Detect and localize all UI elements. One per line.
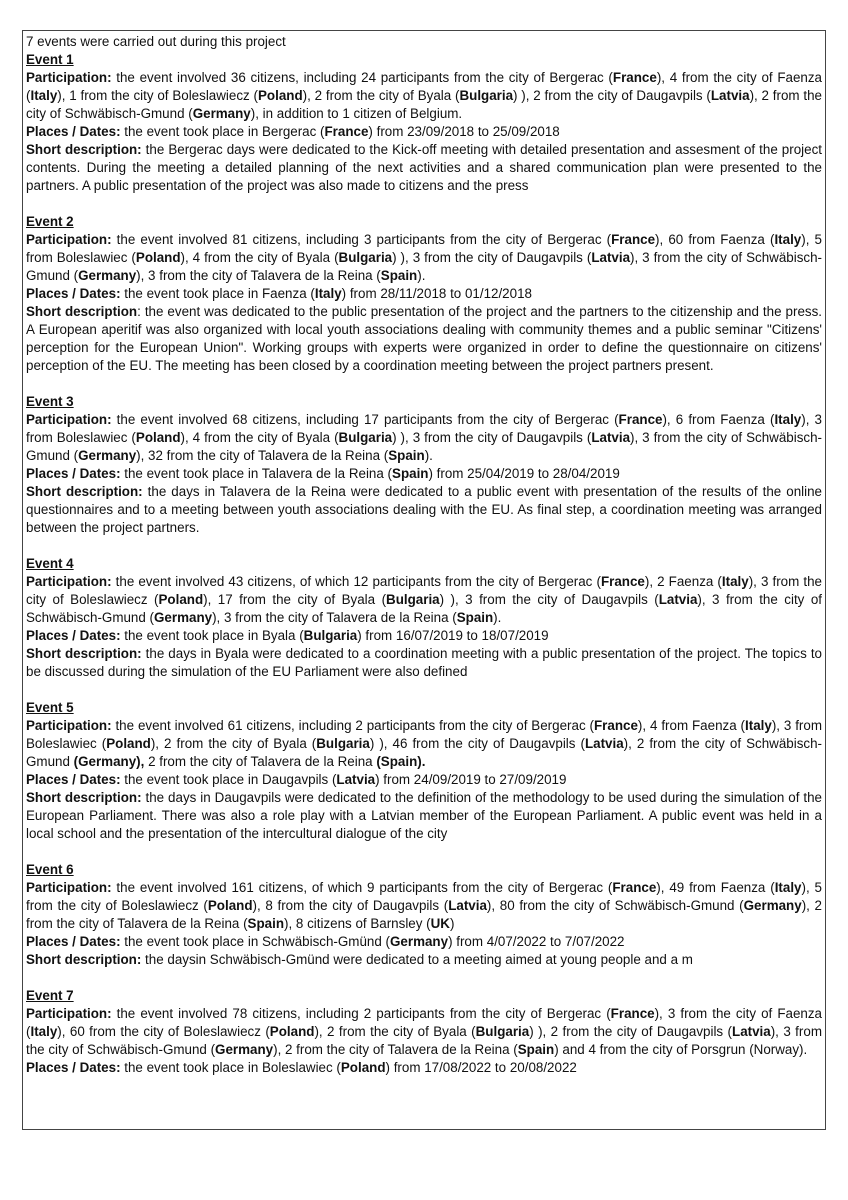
country-name: Germany bbox=[154, 610, 213, 625]
country-name: Italy bbox=[721, 574, 749, 589]
country-name: Italy bbox=[774, 232, 802, 247]
text-segment: ), 8 citizens of Barnsley ( bbox=[284, 916, 431, 931]
country-name: France bbox=[611, 232, 656, 247]
text-segment: ) bbox=[449, 916, 455, 931]
event-title: Event 2 bbox=[26, 214, 74, 229]
short-description-text bbox=[26, 789, 822, 843]
event-block bbox=[26, 51, 822, 195]
text-segment: ) from 16/07/2019 to 18/07/2019 bbox=[357, 628, 549, 643]
text-segment: ), 80 from the city of Schwäbisch-Gmund ( bbox=[486, 898, 744, 913]
places-dates-text bbox=[26, 123, 822, 141]
text-segment: the event involved 68 citizens, including 17 participants from the city of Bergerac ( bbox=[111, 412, 619, 427]
country-name: Germany bbox=[78, 268, 137, 283]
intro-text: 7 events were carried out during this project bbox=[26, 34, 286, 49]
places-dates-text-label: Places / Dates: bbox=[26, 1060, 121, 1075]
text-segment: ), 3 from the city of Schwäbisch-Gmund ( bbox=[26, 250, 823, 283]
short-description-label: Short description: bbox=[26, 790, 142, 805]
participation-text-label: Participation: bbox=[26, 880, 112, 895]
country-name: Germany bbox=[390, 934, 449, 949]
places-dates-text-label: Places / Dates: bbox=[26, 934, 121, 949]
text-segment: ), 6 from Faenza ( bbox=[662, 412, 775, 427]
country-name: Italy bbox=[774, 880, 802, 895]
event-block bbox=[26, 555, 822, 681]
country-name: Germany bbox=[192, 106, 251, 121]
short-description-text bbox=[26, 645, 822, 681]
country-name: Poland bbox=[258, 88, 303, 103]
text-segment: ) from 4/07/2022 to 7/07/2022 bbox=[448, 934, 625, 949]
participation-text-label: Participation: bbox=[26, 412, 112, 427]
country-name: Bulgaria bbox=[303, 628, 358, 643]
short-description-body: the days in Daugavpils were dedicated to the definition of the methodology to be used during the simulation of the European Parliament. There was also a role play with a Latvian member of the European Parliament. A public event was held in a local school and the presentation of the intercultural dialogue of the city bbox=[26, 790, 823, 841]
text-segment: ), 2 from the city of Talavera de la Reina ( bbox=[26, 898, 822, 931]
country-name: Bulgaria bbox=[475, 1024, 530, 1039]
text-segment: ). bbox=[493, 610, 502, 625]
country-name: Spain bbox=[247, 916, 285, 931]
country-name: Poland bbox=[106, 736, 151, 751]
text-segment: the event took place in Talavera de la Reina ( bbox=[120, 466, 393, 481]
short-description-label: Short description: bbox=[26, 484, 143, 499]
country-name: France bbox=[324, 124, 369, 139]
event-title: Event 4 bbox=[26, 556, 74, 571]
country-name: Spain bbox=[456, 610, 494, 625]
text-segment: ), 3 from the city of Schwäbisch-Gmund ( bbox=[26, 592, 822, 625]
country-name: (Spain). bbox=[376, 754, 426, 769]
event-block bbox=[26, 699, 822, 843]
text-segment: ), 2 from the city of Byala ( bbox=[150, 736, 317, 751]
country-name: Poland bbox=[340, 1060, 386, 1075]
country-name: Latvia bbox=[584, 736, 624, 751]
short-description-label: Short description bbox=[26, 304, 138, 319]
text-segment: ), 4 from the city of Byala ( bbox=[180, 430, 339, 445]
document-frame bbox=[22, 30, 826, 1130]
country-name: Poland bbox=[269, 1024, 315, 1039]
text-segment: ) from 28/11/2018 to 01/12/2018 bbox=[341, 286, 532, 301]
text-segment: ), 60 from the city of Boleslawiecz ( bbox=[57, 1024, 270, 1039]
country-name: Poland bbox=[135, 430, 181, 445]
text-segment: ), 3 from the city of Boleslawiecz ( bbox=[26, 574, 822, 607]
text-segment: ), 4 from the city of Byala ( bbox=[180, 250, 339, 265]
country-name: France bbox=[612, 70, 657, 85]
country-name: France bbox=[594, 718, 638, 733]
text-segment: ) ), 3 from the city of Daugavpils ( bbox=[392, 430, 592, 445]
short-description-text bbox=[26, 141, 822, 195]
places-dates-text bbox=[26, 771, 822, 789]
country-name: Italy bbox=[314, 286, 342, 301]
event-block bbox=[26, 861, 822, 969]
text-segment: ), 5 from Boleslawiec ( bbox=[26, 232, 822, 265]
country-name: Latvia bbox=[658, 592, 698, 607]
text-segment: ), 4 from Faenza ( bbox=[637, 718, 746, 733]
country-name: (Germany), bbox=[73, 754, 145, 769]
text-segment: ), 60 from Faenza ( bbox=[655, 232, 775, 247]
text-segment: ) ), 2 from the city of Daugavpils ( bbox=[529, 1024, 733, 1039]
text-segment: the event took place in Bergerac ( bbox=[120, 124, 325, 139]
participation-text bbox=[26, 573, 822, 627]
event-block bbox=[26, 213, 822, 375]
participation-text bbox=[26, 879, 822, 933]
places-dates-text bbox=[26, 933, 822, 951]
country-name: Germany bbox=[78, 448, 137, 463]
short-description-label: Short description: bbox=[26, 952, 142, 967]
places-dates-text-label: Places / Dates: bbox=[26, 772, 121, 787]
event-title: Event 5 bbox=[26, 700, 74, 715]
text-segment: ), 3 from Boleslawiec ( bbox=[26, 412, 822, 445]
short-description-text bbox=[26, 303, 822, 375]
participation-text bbox=[26, 717, 822, 771]
country-name: Germany bbox=[743, 898, 802, 913]
event-block bbox=[26, 393, 822, 537]
country-name: Latvia bbox=[710, 88, 750, 103]
country-name: Latvia bbox=[336, 772, 376, 787]
places-dates-text bbox=[26, 627, 822, 645]
country-name: Italy bbox=[30, 88, 58, 103]
country-name: Italy bbox=[774, 412, 802, 427]
text-segment: ) from 25/04/2019 to 28/04/2019 bbox=[428, 466, 620, 481]
participation-text bbox=[26, 1005, 822, 1059]
short-description-label: Short description: bbox=[26, 646, 142, 661]
text-segment: the event took place in Boleslawiec ( bbox=[120, 1060, 341, 1075]
participation-text bbox=[26, 411, 822, 465]
country-name: Germany bbox=[215, 1042, 274, 1057]
places-dates-text bbox=[26, 285, 822, 303]
event-title: Event 6 bbox=[26, 862, 74, 877]
text-segment: ), 3 from the city of Talavera de la Reina ( bbox=[136, 268, 381, 283]
country-name: Poland bbox=[207, 898, 253, 913]
country-name: France bbox=[612, 880, 657, 895]
country-name: Poland bbox=[158, 592, 204, 607]
events-list bbox=[26, 51, 822, 1077]
country-name: Spain bbox=[392, 466, 429, 481]
text-segment: ) ), 3 from the city of Daugavpils ( bbox=[392, 250, 592, 265]
country-name: France bbox=[610, 1006, 655, 1021]
text-segment: ) ), 2 from the city of Daugavpils ( bbox=[513, 88, 711, 103]
text-segment: ) from 24/09/2019 to 27/09/2019 bbox=[375, 772, 567, 787]
text-segment: ), 4 from the city of Faenza ( bbox=[26, 70, 822, 103]
short-description-text bbox=[26, 951, 822, 969]
participation-text-label: Participation: bbox=[26, 232, 112, 247]
text-segment: ), 3 from the city of Schwäbisch-Gmund ( bbox=[26, 1024, 822, 1057]
text-segment: ) from 23/09/2018 to 25/09/2018 bbox=[368, 124, 560, 139]
text-segment: the event took place in Schwäbisch-Gmünd ( bbox=[120, 934, 390, 949]
participation-text-label: Participation: bbox=[26, 70, 112, 85]
text-segment: ) and 4 from the city of Porsgrun (Norway). bbox=[554, 1042, 808, 1057]
country-name: Latvia bbox=[591, 250, 631, 265]
places-dates-text-label: Places / Dates: bbox=[26, 628, 121, 643]
event-title: Event 3 bbox=[26, 394, 74, 409]
text-segment: the event involved 81 citizens, including 3 participants from the city of Bergerac ( bbox=[111, 232, 612, 247]
text-segment: ), 5 from the city of Boleslawiecz ( bbox=[26, 880, 822, 913]
country-name: Bulgaria bbox=[316, 736, 370, 751]
country-name: Spain bbox=[380, 268, 418, 283]
text-segment: ) from 17/08/2022 to 20/08/2022 bbox=[385, 1060, 577, 1075]
text-segment: ), 32 from the city of Talavera de la Reina ( bbox=[136, 448, 389, 463]
places-dates-text-label: Places / Dates: bbox=[26, 124, 121, 139]
text-segment: ), 1 from the city of Boleslawiecz ( bbox=[57, 88, 258, 103]
event-block bbox=[26, 987, 822, 1077]
text-segment: ), 3 from Boleslawiec ( bbox=[26, 718, 822, 751]
country-name: Poland bbox=[135, 250, 181, 265]
event-title: Event 1 bbox=[26, 52, 74, 67]
text-segment: the event involved 78 citizens, including 2 participants from the city of Bergerac ( bbox=[111, 1006, 611, 1021]
text-segment: ), 17 from the city of Byala ( bbox=[203, 592, 387, 607]
text-segment: the event took place in Faenza ( bbox=[120, 286, 315, 301]
places-dates-text-label: Places / Dates: bbox=[26, 286, 121, 301]
text-segment: ), 3 from the city of Schwäbisch-Gmund ( bbox=[26, 430, 823, 463]
text-segment: ), 2 from the city of Schwäbisch-Gmund ( bbox=[26, 88, 822, 121]
country-name: Latvia bbox=[591, 430, 631, 445]
places-dates-text-label: Places / Dates: bbox=[26, 466, 121, 481]
text-segment: the event involved 61 citizens, including 2 participants from the city of Bergerac ( bbox=[111, 718, 594, 733]
text-segment: ), 8 from the city of Daugavpils ( bbox=[252, 898, 449, 913]
country-name: France bbox=[618, 412, 663, 427]
country-name: Spain bbox=[388, 448, 425, 463]
places-dates-text bbox=[26, 1059, 822, 1077]
short-description-body: the days in Byala were dedicated to a coordination meeting with a public presentation of the project. The topics to be discussed during the simulation of the EU Parliament were also defined bbox=[26, 646, 822, 679]
text-segment: the event involved 161 citizens, of which 9 participants from the city of Bergerac ( bbox=[111, 880, 613, 895]
text-segment: 2 from the city of Talavera de la Reina bbox=[144, 754, 377, 769]
text-segment: ), 2 from the city of Byala ( bbox=[314, 1024, 476, 1039]
short-description-body: the days in Talavera de la Reina were dedicated to a public event with presentation of the results of the online questionnaires and to a meeting between youth associations dealing with the EU. As final step, a coordination meeting was arranged between the project partners. bbox=[26, 484, 822, 535]
text-segment: ), 2 from the city of Byala ( bbox=[302, 88, 460, 103]
country-name: Latvia bbox=[448, 898, 487, 913]
short-description-text bbox=[26, 483, 822, 537]
short-description-body: the Bergerac days were dedicated to the Kick-off meeting with detailed presentation and assesment of the project contents. During the meeting a detailed planning of the next activities and a shared communication plan were presented to the partners. A public presentation of the project was also made to citizens and the press bbox=[26, 142, 823, 193]
short-description-body: : the event was dedicated to the public presentation of the project and the partners to the citizenship and the press. A European aperitif was also organized with local youth associations dealing with community themes and a public seminar "Citizens' perception for the European Union". Working groups with experts were organized in order to define the questionnaire on citizens' perception of the EU. The meeting has been closed by a coordination meeting between the project partners present. bbox=[26, 304, 822, 373]
country-name: UK bbox=[430, 916, 450, 931]
country-name: France bbox=[600, 574, 645, 589]
short-description-label: Short description: bbox=[26, 142, 142, 157]
text-segment: the event involved 36 citizens, including 24 participants from the city of Bergerac ( bbox=[111, 70, 613, 85]
places-dates-text bbox=[26, 465, 822, 483]
text-segment: the event took place in Byala ( bbox=[120, 628, 304, 643]
text-segment: ), in addition to 1 citizen of Belgium. bbox=[250, 106, 463, 121]
participation-text bbox=[26, 69, 822, 123]
text-segment: ). bbox=[417, 268, 426, 283]
text-segment: ), 49 from Faenza ( bbox=[656, 880, 775, 895]
participation-text-label: Participation: bbox=[26, 574, 112, 589]
short-description-body: the daysin Schwäbisch-Gmünd were dedicated to a meeting aimed at young people and a m bbox=[141, 952, 693, 967]
text-segment: the event took place in Daugavpils ( bbox=[120, 772, 337, 787]
text-segment: ), 2 from the city of Schwäbisch-Gmund bbox=[26, 736, 823, 769]
text-segment: ) ), 46 from the city of Daugavpils ( bbox=[369, 736, 585, 751]
text-segment: ), 2 from the city of Talavera de la Reina ( bbox=[273, 1042, 518, 1057]
text-segment: the event involved 43 citizens, of which 12 participants from the city of Bergerac ( bbox=[111, 574, 601, 589]
event-title: Event 7 bbox=[26, 988, 74, 1003]
text-segment: ) ), 3 from the city of Daugavpils ( bbox=[439, 592, 659, 607]
country-name: Italy bbox=[745, 718, 772, 733]
country-name: Bulgaria bbox=[338, 430, 393, 445]
text-segment: ), 3 from the city of Talavera de la Reina ( bbox=[212, 610, 457, 625]
participation-text bbox=[26, 231, 822, 285]
text-segment: ), 2 Faenza ( bbox=[644, 574, 722, 589]
country-name: Bulgaria bbox=[338, 250, 393, 265]
country-name: Bulgaria bbox=[386, 592, 440, 607]
country-name: Spain bbox=[517, 1042, 555, 1057]
country-name: Italy bbox=[30, 1024, 58, 1039]
participation-text-label: Participation: bbox=[26, 1006, 112, 1021]
text-segment: ), 3 from the city of Faenza ( bbox=[26, 1006, 823, 1039]
country-name: Latvia bbox=[732, 1024, 771, 1039]
participation-text-label: Participation: bbox=[26, 718, 112, 733]
text-segment: ). bbox=[424, 448, 433, 463]
country-name: Bulgaria bbox=[459, 88, 514, 103]
